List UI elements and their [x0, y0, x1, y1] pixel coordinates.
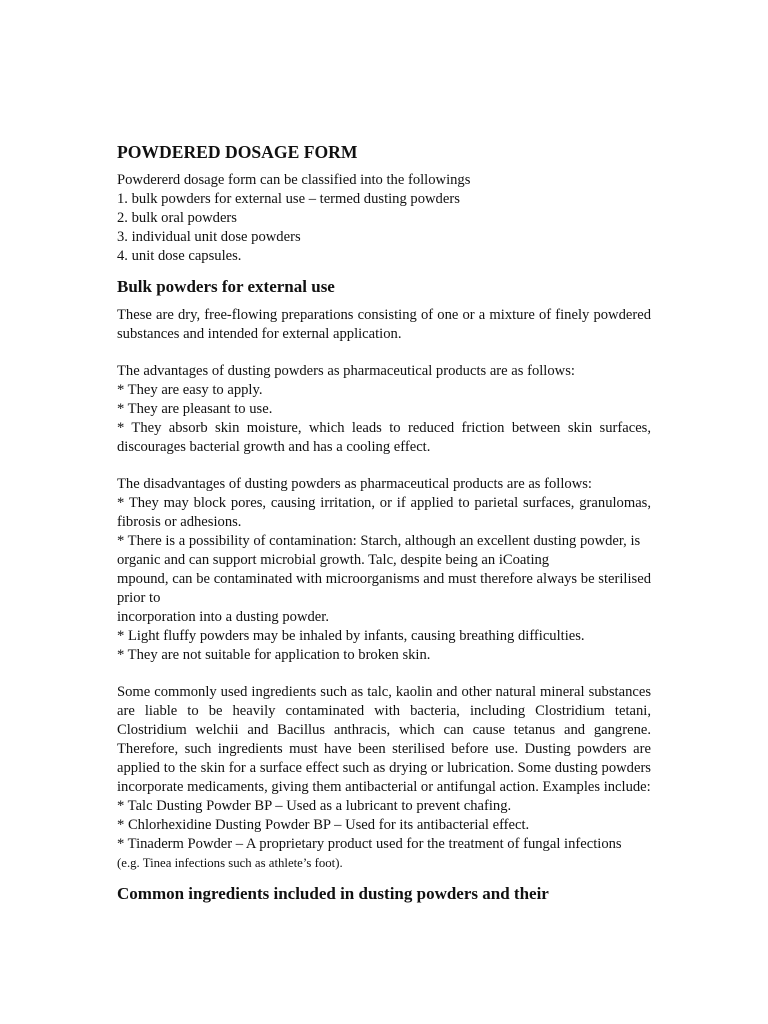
intro-item: 3. individual unit dose powders: [117, 229, 301, 245]
disadvantages-lead: The disadvantages of dusting powders as pharmaceutical products are as follows:: [117, 476, 592, 492]
advantage-item: * They are pleasant to use.: [117, 401, 273, 417]
disadvantage-item: * They may block pores, causing irritation, or if applied to parietal surfaces, granulomas, fibrosis or adhesions.: [117, 495, 651, 530]
section-heading-common-ingredients: Common ingredients included in dusting powders and their: [117, 884, 549, 903]
disadvantage-item: * There is a possibility of contamination: Starch, although an excellent dusting powder, is organic and can support microbial growth. Talc, despite being an iCoating: [117, 533, 641, 568]
intro-item: 4. unit dose capsules.: [117, 248, 242, 264]
page-title: POWDERED DOSAGE FORM: [117, 142, 358, 162]
advantages-lead: The advantages of dusting powders as pharmaceutical products are as follows:: [117, 363, 575, 379]
example-item: * Talc Dusting Powder BP – Used as a lubricant to prevent chafing.: [117, 798, 512, 814]
intro-lead: Powdererd dosage form can be classified into the followings: [117, 172, 471, 188]
section-heading-bulk-powders: Bulk powders for external use: [117, 277, 335, 296]
document-body: [117, 141, 651, 913]
advantage-item: * They absorb skin moisture, which leads to reduced friction between skin surfaces, discourages bacterial growth and has a cooling effect.: [117, 420, 651, 455]
paragraph-gap: [117, 665, 651, 683]
example-note: (e.g. Tinea infections such as athlete’s foot).: [117, 856, 343, 870]
paragraph-gap: [117, 457, 651, 475]
disadvantage-item: * They are not suitable for application to broken skin.: [117, 647, 431, 663]
disadvantage-item-continued: mpound, can be contaminated with microorganisms and must therefore always be sterilised prior to: [117, 571, 651, 606]
disadvantage-item-continued: incorporation into a dusting powder.: [117, 609, 329, 625]
intro-item: 1. bulk powders for external use – termed dusting powders: [117, 191, 460, 207]
example-item: * Chlorhexidine Dusting Powder BP – Used for its antibacterial effect.: [117, 817, 530, 833]
paragraph-gap: [117, 344, 651, 362]
advantage-item: * They are easy to apply.: [117, 382, 263, 398]
example-item: * Tinaderm Powder – A proprietary product used for the treatment of fungal infections: [117, 836, 622, 852]
ingredients-paragraph: Some commonly used ingredients such as talc, kaolin and other natural mineral substances are liable to be heavily contaminated with bacteria, including Clostridium tetani, Clostridium welchii and Bacillus anthracis, which can cause tetanus and gangrene. Therefore, such ingredients must have been sterilised before use. Dusting powders are applied to the skin for a surface effect such as drying or lubrication. Some dusting powders incorporate medicaments, giving them antibacterial or antifungal action. Examples include:: [117, 684, 651, 795]
definition-paragraph: These are dry, free-flowing preparations consisting of one or a mixture of finely powdered substances and intended for external application.: [117, 307, 651, 342]
intro-item: 2. bulk oral powders: [117, 210, 237, 226]
disadvantage-item: * Light fluffy powders may be inhaled by infants, causing breathing difficulties.: [117, 628, 585, 644]
